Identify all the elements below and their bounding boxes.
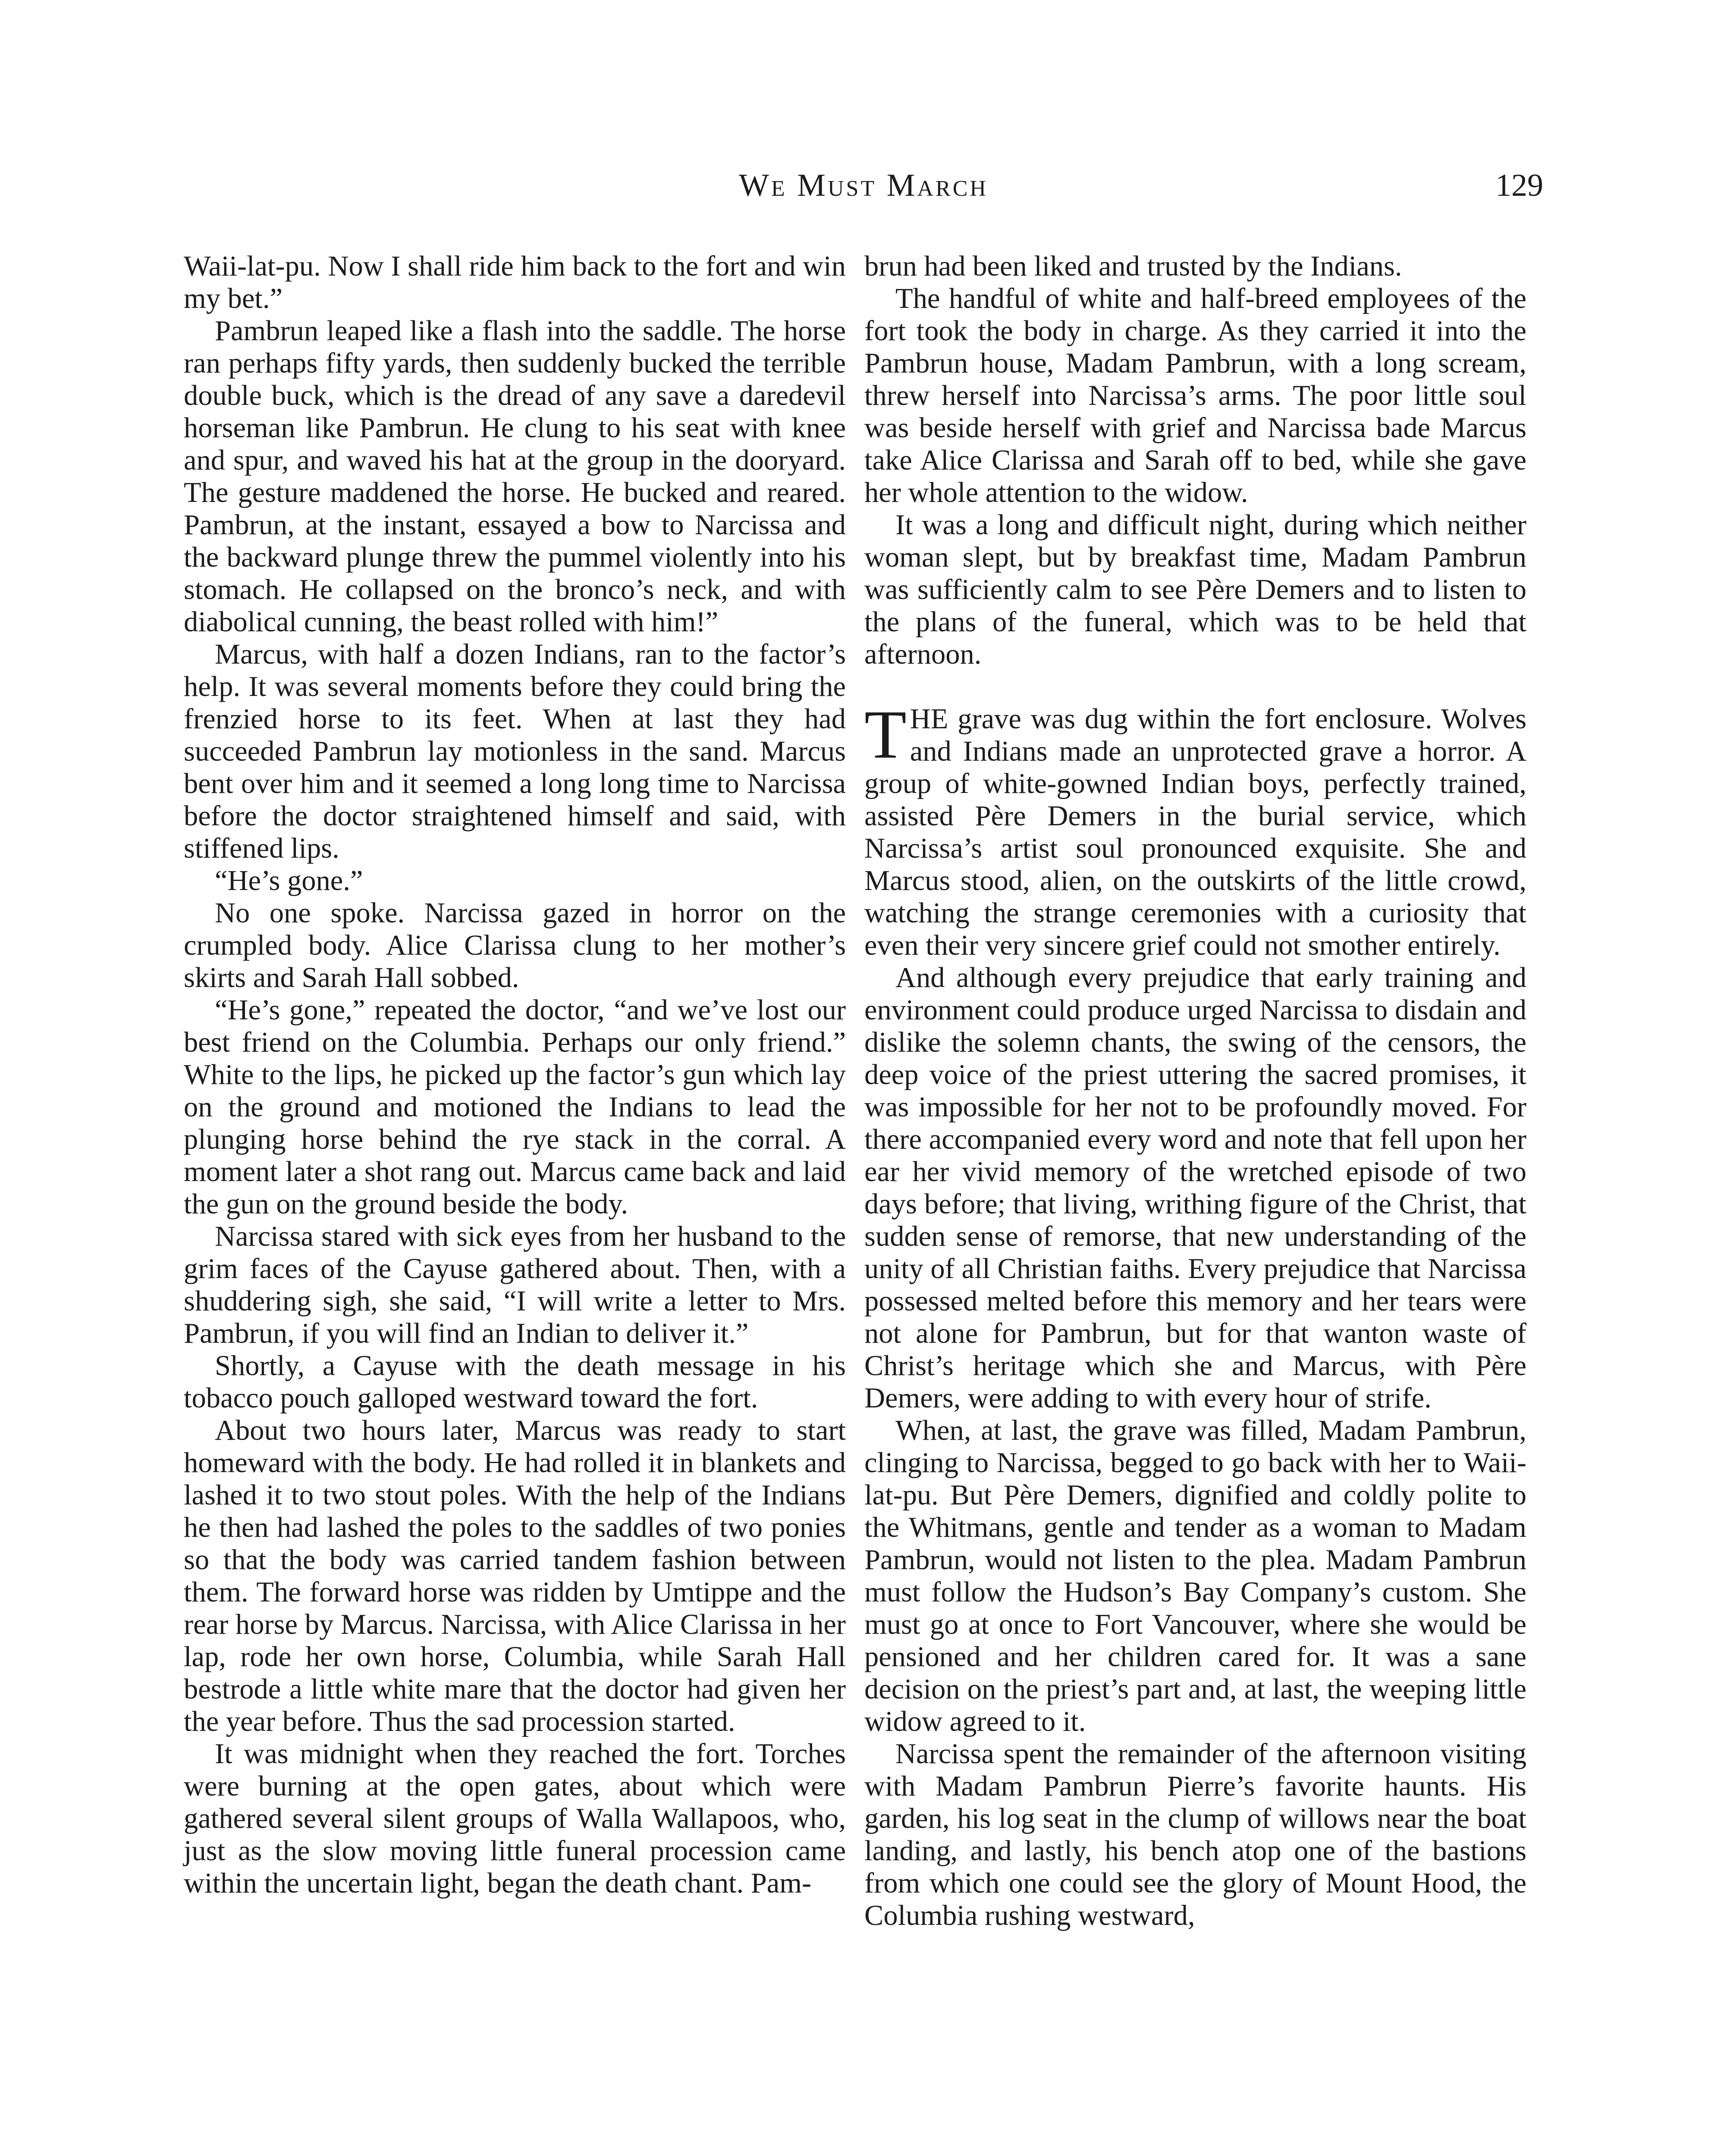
paragraph: The handful of white and half-breed employees of the fort took the body in charge. As they carried it into the Pambrun house, Madam Pambrun, with a long scream, threw herself into Narcissa’s arms. The poor little soul was beside herself with grief and Narcissa bade Marcus take Alice Clarissa and Sarah off to bed, while she gave her whole attention to the widow. <box>864 283 1526 508</box>
paragraph: And although every prejudice that early training and environment could produce urged Narcissa to disdain and dislike the solemn chants, the swing of the censors, the deep voice of the priest uttering the sacred promises, it was impossible for her not to be profoundly moved. For there accompanied every word and note that fell upon her ear her vivid memory of the wretched episode of two days before; that living, writhing figure of the Christ, that sudden sense of remorse, that new understanding of the unity of all Christian faiths. Every prejudice that Narcissa possessed melted before this memory and her tears were not alone for Pambrun, but for that wanton waste of Christ’s heritage which she and Marcus, with Père Demers, were adding to with every hour of strife. <box>864 962 1526 1414</box>
paragraph: It was midnight when they reached the fort. Torches were burning at the open gates, about which were gathered several silent groups of Walla Wallapoos, who, just as the slow moving little funeral procession came within the uncertain light, began the death chant. Pam- <box>184 1738 846 1899</box>
paragraph: Shortly, a Cayuse with the death message in his tobacco pouch galloped westward toward the fort. <box>184 1350 846 1414</box>
paragraph: Narcissa stared with sick eyes from her husband to the grim faces of the Cayuse gathered about. Then, with a shuddering sigh, she said, “I will write a letter to Mrs. Pambrun, if you will find an Indian to deliver it.” <box>184 1221 846 1349</box>
paragraph: Marcus, with half a dozen Indians, ran to the factor’s help. It was several moments before they could bring the frenzied horse to its feet. When at last they had succeeded Pambrun lay motionless in the sand. Marcus bent over him and it seemed a long long time to Narcissa before the doctor straightened himself and said, with stiffened lips. <box>184 639 846 864</box>
left-column <box>184 250 846 1899</box>
page-number: 129 <box>1495 168 1543 203</box>
paragraph: It was a long and difficult night, during which neither woman slept, but by breakfast time, Madam Pambrun was sufficiently calm to see Père Demers and to listen to the plans of the funeral, which was to be held that afternoon. <box>864 509 1526 670</box>
section-first-text: HE grave was dug within the fort enclosure. Wolves and Indians made an unprotected grave a horror. A group of white-gowned Indian boys, perfectly trained, assisted Père Demers in the burial service, which Narcissa’s artist soul pronounced exquisite. She and Marcus stood, alien, on the outskirts of the little crowd, watching the strange ceremonies with a curiosity that even their very sincere grief could not smother entirely. <box>864 703 1526 961</box>
paragraph: “He’s gone,” repeated the doctor, “and we’ve lost our best friend on the Columbia. Perhaps our only friend.” White to the lips, he picked up the factor’s gun which lay on the ground and motioned the Indians to lead the plunging horse behind the rye stack in the corral. A moment later a shot rang out. Marcus came back and laid the gun on the ground beside the body. <box>184 994 846 1220</box>
paragraph: “He’s gone.” <box>215 865 363 896</box>
paragraph: When, at last, the grave was filled, Madam Pambrun, clinging to Narcissa, begged to go back with her to Waii-lat-pu. But Père Demers, dignified and coldly polite to the Whitmans, gentle and tender as a woman to Madam Pambrun, would not listen to the plea. Madam Pambrun must follow the Hudson’s Bay Company’s custom. She must go at once to Fort Vancouver, where she would be pensioned and her children cared for. It was a sane decision on the priest’s part and, at last, the weeping little widow agreed to it. <box>864 1415 1526 1737</box>
paragraph: About two hours later, Marcus was ready to start homeward with the body. He had rolled it in blankets and lashed it to two stout poles. With the help of the Indians he then had lashed the poles to the saddles of two ponies so that the body was carried tandem fashion between them. The forward horse was ridden by Umtippe and the rear horse by Marcus. Narcissa, with Alice Clarissa in her lap, rode her own horse, Columbia, while Sarah Hall bestrode a little white mare that the doctor had given her the year before. Thus the sad procession started. <box>184 1415 846 1737</box>
paragraph: Pambrun leaped like a flash into the saddle. The horse ran perhaps fifty yards, then suddenly bucked the terrible double buck, which is the dread of any save a daredevil horseman like Pambrun. He clung to his seat with knee and spur, and waved his hat at the group in the dooryard. The gesture maddened the horse. He bucked and reared. Pambrun, at the instant, essayed a bow to Narcissa and the backward plunge threw the pummel violently into his stomach. He collapsed on the bronco’s neck, and with diabolical cunning, the beast rolled with him!” <box>184 315 846 638</box>
section-first-paragraph <box>864 696 1526 962</box>
page-header <box>184 167 1543 215</box>
paragraph: brun had been liked and trusted by the Indians. <box>864 251 1402 282</box>
paragraph: Waii-lat-pu. Now I shall ride him back to the fort and win my bet.” <box>184 251 846 314</box>
paragraph: Narcissa spent the remainder of the afternoon visiting with Madam Pambrun Pierre’s favorite haunts. His garden, his log seat in the clump of willows near the boat landing, and lastly, his bench atop one of the bastions from which one could see the glory of Mount Hood, the Columbia rushing westward, <box>864 1738 1526 1931</box>
running-head: We Must March <box>739 168 988 203</box>
paragraph: No one spoke. Narcissa gazed in horror on the crumpled body. Alice Clarissa clung to her mother’s skirts and Sarah Hall sobbed. <box>184 897 846 993</box>
right-column <box>864 250 1526 1932</box>
drop-cap: T <box>864 696 907 773</box>
